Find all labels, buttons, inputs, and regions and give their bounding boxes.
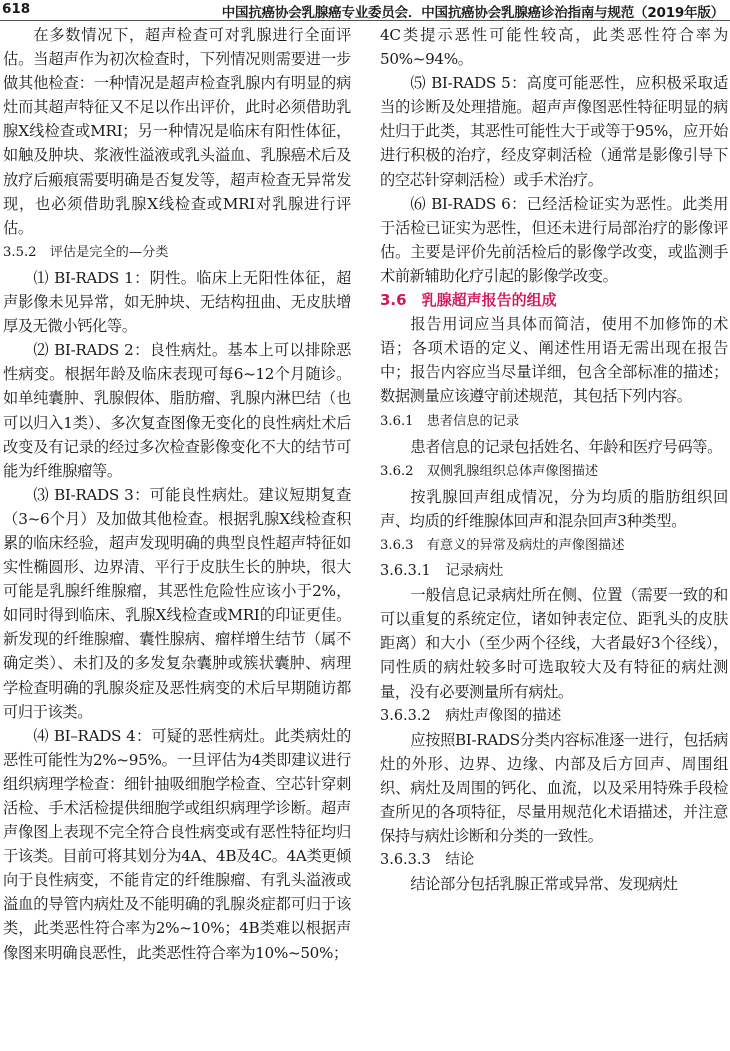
paragraph-birads-4: ⑷ BI–RADS 4：可疑的恶性病灶。此类病灶的恶性可能性为2%~95%。一旦评估为4类即建议进行组织病理学检查：细针抽吸细胞学检查、空芯针穿刺活检、手术活检提供细胞学或组织病理学诊断。超声声像图上表现不完全符合良性病变或有恶性特征均归于该类。目前可将其划分为4A、4B及4C。4A类更倾向于良性病变，不能肯定的纤维腺瘤、有乳头溢液或溢血的导管内病灶及不能明确的乳腺炎症都可归于该类，此类恶性符合率为2%~10%；4B类难以根据声像图来明确良恶性，此类恶性符合率为10%~50%； bbox=[3, 726, 351, 962]
paragraph-record-lesion: 一般信息记录病灶所在侧、位置（需要一致的和可以重复的系统定位，诸如钟表定位、距乳头的皮肤距离）和大小（至少两个径线，大者最好3个径线），同性质的病灶较多时可选取较大及有特征的病灶测量，没有必要测量所有病灶。 bbox=[380, 586, 728, 701]
section-title: 评估是完全的—分类 bbox=[49, 244, 169, 260]
paragraph-ultrasound-overview: 在多数情况下，超声检查可对乳腺进行全面评估。当超声作为初次检查时，下列情况则需要进一步做其他检查：一种情况是超声检查乳腺内有明显的病灶而其超声特征又不足以作出评价，此时必须借助乳腺X线检查或MRI；另一种情况是临床有阳性体征，如触及肿块、浆液性溢液或乳头溢血、乳腺癌术后及放疗后瘢痕需要明确是否复发等，超声检查无异常发现，也必须借助乳腺X线检查或MRI对乳腺进行评估。 bbox=[3, 26, 351, 237]
section-title: 双侧乳腺组织总体声像图描述 bbox=[426, 463, 599, 479]
section-heading-3-6-3-3 bbox=[380, 848, 728, 872]
page-number: 618 bbox=[2, 1, 31, 17]
section-number: 3.5.2 bbox=[3, 244, 37, 260]
section-number: 3.6.3.1 bbox=[380, 563, 431, 580]
section-heading-3-6-1 bbox=[380, 410, 728, 434]
section-number: 3.6.1 bbox=[380, 413, 414, 429]
section-number: 3.6 bbox=[380, 291, 407, 310]
section-heading-3-6-3-1 bbox=[380, 559, 728, 583]
section-title: 患者信息的记录 bbox=[426, 413, 520, 429]
left-column bbox=[3, 23, 351, 965]
paragraph-birads-1: ⑴ BI-RADS 1：阴性。临床上无阳性体征，超声影像未见异常，如无肿块、无结构扭曲、无皮肤增厚及无微小钙化等。 bbox=[3, 268, 351, 336]
paragraph-birads-2: ⑵ BI-RADS 2：良性病灶。基本上可以排除恶性病变。根据年龄及临床表现可每6~12个月随诊。如单纯囊肿、乳腺假体、脂肪瘤、乳腺内淋巴结（也可以归入1类）、多次复查图像无变化的良性病灶术后改变及有记录的经过多次检查影像变化不大的结节可能为纤维腺瘤等。 bbox=[3, 341, 351, 480]
paragraph-patient-info: 患者信息的记录包括姓名、年龄和医疗号码等。 bbox=[410, 437, 722, 456]
right-column bbox=[380, 23, 728, 896]
running-title: 中国抗癌协会乳腺癌专业委员会．中国抗癌协会乳腺癌诊治指南与规范（2019年版） bbox=[221, 5, 724, 21]
paragraph-breast-tissue: 按乳腺回声组成情况，分为均质的脂肪组织回声、均质的纤维腺体回声和混杂回声3种类型。 bbox=[380, 487, 728, 530]
section-heading-3-6 bbox=[380, 288, 728, 312]
section-number: 3.6.2 bbox=[380, 463, 414, 479]
page-header bbox=[0, 0, 730, 21]
section-heading-3-6-2 bbox=[380, 460, 728, 484]
paragraph-birads-5: ⑸ BI-RADS 5：高度可能恶性，应积极采取适当的诊断及处理措施。超声声像图恶性特征明显的病灶归于此类，其恶性可能性大于或等于95%，应开始进行积极的治疗，经皮穿刺活检（通常是影像引导下的空芯针穿刺活检）或手术治疗。 bbox=[380, 74, 728, 189]
section-title: 有意义的异常及病灶的声像图描述 bbox=[426, 537, 625, 553]
paragraph-birads-3: ⑶ BI-RADS 3：可能良性病灶。建议短期复查（3~6个月）及加做其他检查。根据乳腺X线检查积累的临床经验，超声发现明确的典型良性超声特征如实性椭圆形、边界清、平行于皮肤生长的肿块，很大可能是乳腺纤维腺瘤，其恶性危险性应该小于2%，如同时得到临床、乳腺X线检查或MRI的印证更佳。新发现的纤维腺瘤、囊性腺病、瘤样增生结节（属不确定类）、未扪及的多发复杂囊肿或簇状囊肿、病理学检查明确的乳腺炎症及恶性病变的术后早期随访都可归于该类。 bbox=[3, 485, 351, 721]
section-title: 乳腺超声报告的组成 bbox=[421, 291, 557, 310]
section-number: 3.6.3.3 bbox=[380, 852, 431, 869]
section-number: 3.6.3 bbox=[380, 537, 414, 553]
section-title: 病灶声像图的描述 bbox=[445, 707, 562, 724]
section-heading-3-6-3-2 bbox=[380, 704, 728, 728]
section-heading-3-6-3 bbox=[380, 534, 728, 558]
paragraph-conclusion: 结论部分包括乳腺正常或异常、发现病灶 bbox=[410, 875, 678, 894]
section-title: 结论 bbox=[445, 852, 475, 869]
section-number: 3.6.3.2 bbox=[380, 707, 431, 724]
section-heading-3-5-2 bbox=[3, 241, 351, 265]
paragraph-report-composition: 报告用词应当具体而简洁，使用不加修饰的术语；各项术语的定义、阐述性用语无需出现在报告中；报告内容应当尽量详细，包含全部标准的描述；数据测量应该遵守前述规范，其包括下列内容。 bbox=[380, 315, 728, 406]
paragraph-lesion-description: 应按照BI-RADS分类内容标准逐一进行，包括病灶的外形、边界、边缘、内部及后方回声、周围组织、病灶及周围的钙化、血流，以及采用特殊手段检查所见的各项特征，尽量用规范化术语描述，并注意保持与病灶诊断和分类的一致性。 bbox=[380, 730, 728, 846]
paragraph-birads-4c-continued: 4C类提示恶性可能性较高，此类恶性符合率为50%~94%。 bbox=[380, 26, 728, 69]
paragraph-birads-6: ⑹ BI-RADS 6：已经活检证实为恶性。此类用于活检已证实为恶性，但还未进行局部治疗的影像评估。主要是评价先前活检后的影像学改变，或监测手术前新辅助化疗引起的影像学改变。 bbox=[380, 194, 728, 285]
section-title: 记录病灶 bbox=[445, 563, 504, 580]
